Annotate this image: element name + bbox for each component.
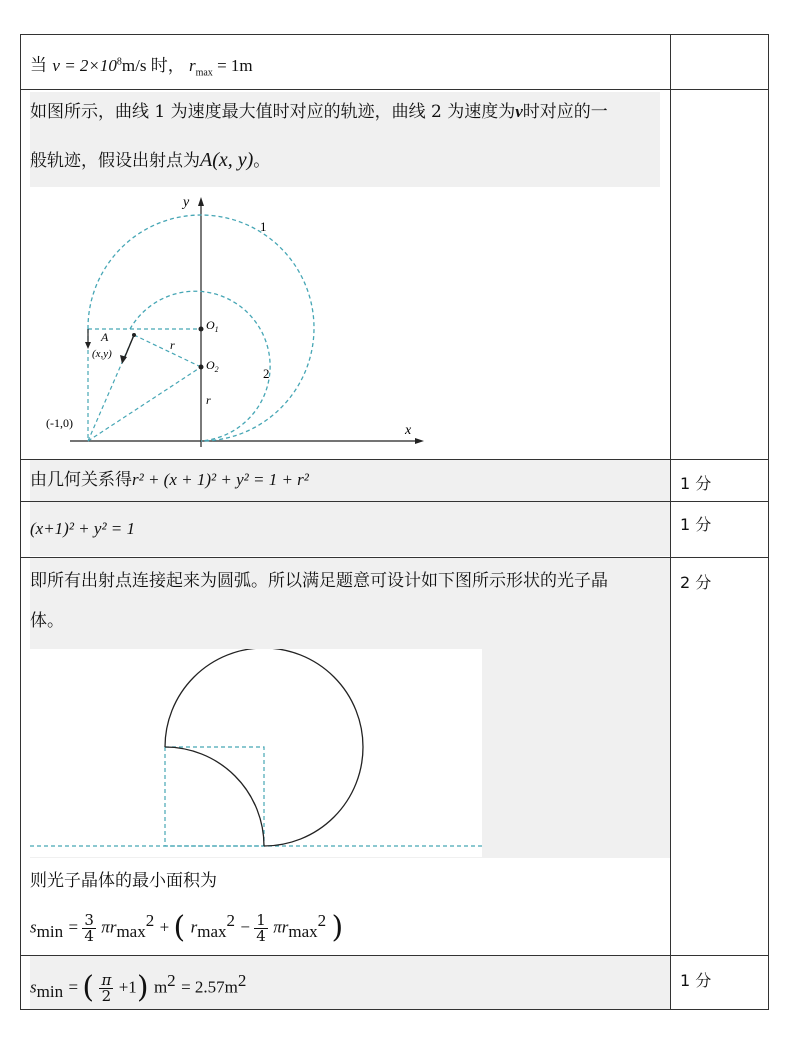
row5-area-text: 则光子晶体的最小面积为 — [30, 871, 217, 891]
smin-formula: $s_{min}$ = $\frac{3}{4}$ $\pi r_{max}^2$ + ( $r_{max}^2$ − $\frac{1}{4}$ $\pi r_{max}^2$ ) — [30, 910, 344, 946]
table-border-top — [20, 34, 769, 35]
y-axis-label: y — [183, 195, 190, 210]
velocity-arrow-xy — [124, 335, 134, 359]
trajectory-figure — [30, 189, 430, 454]
construction-line — [88, 367, 201, 441]
curve-1-label: 1 — [260, 219, 267, 234]
row-divider — [20, 89, 769, 90]
curve-2-label: 2 — [263, 366, 270, 381]
crystal-shape-figure — [30, 649, 482, 857]
velocity-arrow-head — [85, 342, 91, 349]
figure-background — [30, 649, 482, 857]
radius-label-lower: r — [206, 393, 211, 407]
row1-condition: 当 $v = 2\times 10^8m/s$ 时， $r_{max} = 1m$ — [30, 55, 253, 79]
table-border-bottom — [20, 1009, 769, 1010]
x-axis-label: x — [405, 423, 412, 438]
radius-label-upper: r — [170, 338, 175, 352]
construction-line — [134, 335, 201, 367]
O1-label: $O_1$ — [206, 318, 219, 334]
row5-line2: 体。 — [30, 611, 64, 631]
x-axis-arrow — [415, 438, 424, 444]
row-divider — [20, 459, 769, 460]
table-border-left — [20, 34, 21, 1010]
answer-table — [20, 34, 769, 1010]
row4-score: 1 分 — [680, 515, 712, 534]
row5-line1: 即所有出射点连接起来为圆弧。所以满足题意可设计如下图所示形状的光子晶 — [30, 571, 608, 591]
velocity-arrow-head — [120, 355, 127, 364]
table-border-mid — [670, 34, 671, 1010]
origin-point-label: (-1,0) — [46, 416, 73, 430]
row5-score: 2 分 — [680, 573, 712, 592]
smin-result: $s_{min}$ = ( $\frac{\pi}{2}$ +1) $m^2 = 2.57m^2$ — [30, 970, 247, 1006]
point-A-label: A — [101, 330, 109, 344]
row4-formula: (x+1)² + y² = 1 — [30, 519, 136, 538]
row2-line2: 般轨迹，假设出射点为A(x, y)。 — [30, 149, 271, 171]
row-divider — [20, 955, 769, 956]
point-O1 — [199, 327, 204, 332]
row2-line1: 如图所示，曲线 1 为速度最大值时对应的轨迹，曲线 2 为速度为v时对应的一 — [30, 102, 608, 122]
point-xy — [132, 333, 136, 337]
row3-text: 由几何关系得r² + (x + 1)² + y² = 1 + r² — [30, 470, 309, 490]
table-border-right — [768, 34, 769, 1010]
y-axis-arrow — [198, 197, 204, 206]
point-O2 — [199, 365, 204, 370]
row-divider — [20, 557, 769, 558]
row6-score: 1 分 — [680, 971, 712, 990]
row-divider — [20, 501, 769, 502]
O2-label: $O_2$ — [206, 358, 219, 374]
row3-score: 1 分 — [680, 474, 712, 493]
point-xy-label: (x,y) — [92, 348, 112, 360]
